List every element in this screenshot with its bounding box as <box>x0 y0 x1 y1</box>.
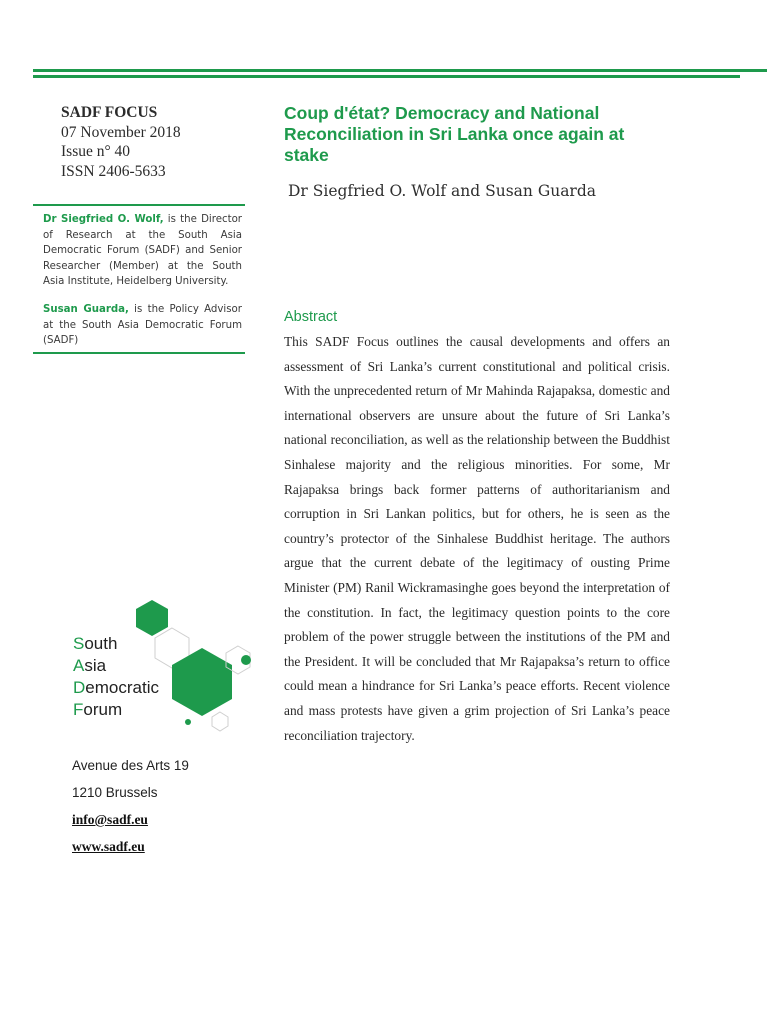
email-link[interactable]: info@sadf.eu <box>72 812 148 827</box>
publication-date: 07 November 2018 <box>61 123 181 141</box>
header-rule-bottom <box>33 75 740 78</box>
logo-word: emocratic <box>85 678 159 697</box>
logo-initial: D <box>73 678 86 697</box>
address-city: 1210 Brussels <box>72 785 158 800</box>
logo-word: sia <box>84 656 107 675</box>
author-bio-text: is the Director of Research at the South Asia Democratic Forum (SADF) and Senior Researcher (Member) at the South Asia Institute, Heidelberg University. <box>43 214 242 287</box>
issn: ISSN 2406-5633 <box>61 162 166 180</box>
sidebar-divider-bottom <box>33 352 245 354</box>
postal-address <box>72 752 189 806</box>
article-title: Coup d'état? Democracy and National Reconciliation in Sri Lanka once again at stake <box>284 103 625 165</box>
logo-initial: F <box>73 700 84 719</box>
sadf-logo-wordmark <box>73 633 159 721</box>
logo-initial: A <box>73 656 85 675</box>
abstract-heading: Abstract <box>284 309 338 325</box>
sidebar-divider-top <box>33 204 245 206</box>
website-link[interactable]: www.sadf.eu <box>72 839 145 854</box>
logo-word: outh <box>84 634 118 653</box>
author-bio-guarda <box>43 302 242 349</box>
header-rule-top <box>33 69 767 72</box>
issue-number: Issue n° 40 <box>61 143 131 160</box>
address-street: Avenue des Arts 19 <box>72 758 189 773</box>
logo-word: orum <box>83 700 123 719</box>
author-bio-text: is the Policy Advisor at the South Asia Democratic Forum (SADF) <box>43 304 242 346</box>
author-bio-wolf <box>43 212 242 290</box>
article-authors: Dr Siegfried O. Wolf and Susan Guarda <box>288 182 597 200</box>
contact-links <box>72 806 148 860</box>
series-label: SADF FOCUS <box>61 104 158 121</box>
abstract-text: This SADF Focus outlines the causal developments and offers an assessment of Sri Lanka’s current constitutional and political crisis. With the unprecedented return of Mr Mahinda Rajapaksa, domestic and international observers are unsure about the future of Sri Lanka’s national reconciliation, as well as the relationship between the Buddhist Sinhalese majority and the religious minorities. For some, Mr Rajapaksa brings back former patterns of authoritarianism and corruption in Sri Lankan politics, but for others, he is seen as the country’s protector of the Sinhalese Buddhist heritage. The authors argue that the current debate of the legitimacy of ousting Prime Minister (PM) Ranil Wickramasinghe goes beyond the interpretation of the constitution. In fact, the legitimacy question points to the core problem of the power struggle between the institutions of the PM and the President. It will be concluded that Mr Rajapaksa’s return to office could mean a hindrance for Sri Lanka’s peace efforts. Recent violence and mass protests have given a grim projection of Sri Lanka’s peace reconciliation trajectory. <box>284 334 670 743</box>
author-name-guarda: Susan Guarda, <box>43 304 129 315</box>
author-name-wolf: Dr Siegfried O. Wolf, <box>43 214 164 225</box>
logo-initial: S <box>73 634 85 653</box>
publication-meta <box>61 103 181 181</box>
